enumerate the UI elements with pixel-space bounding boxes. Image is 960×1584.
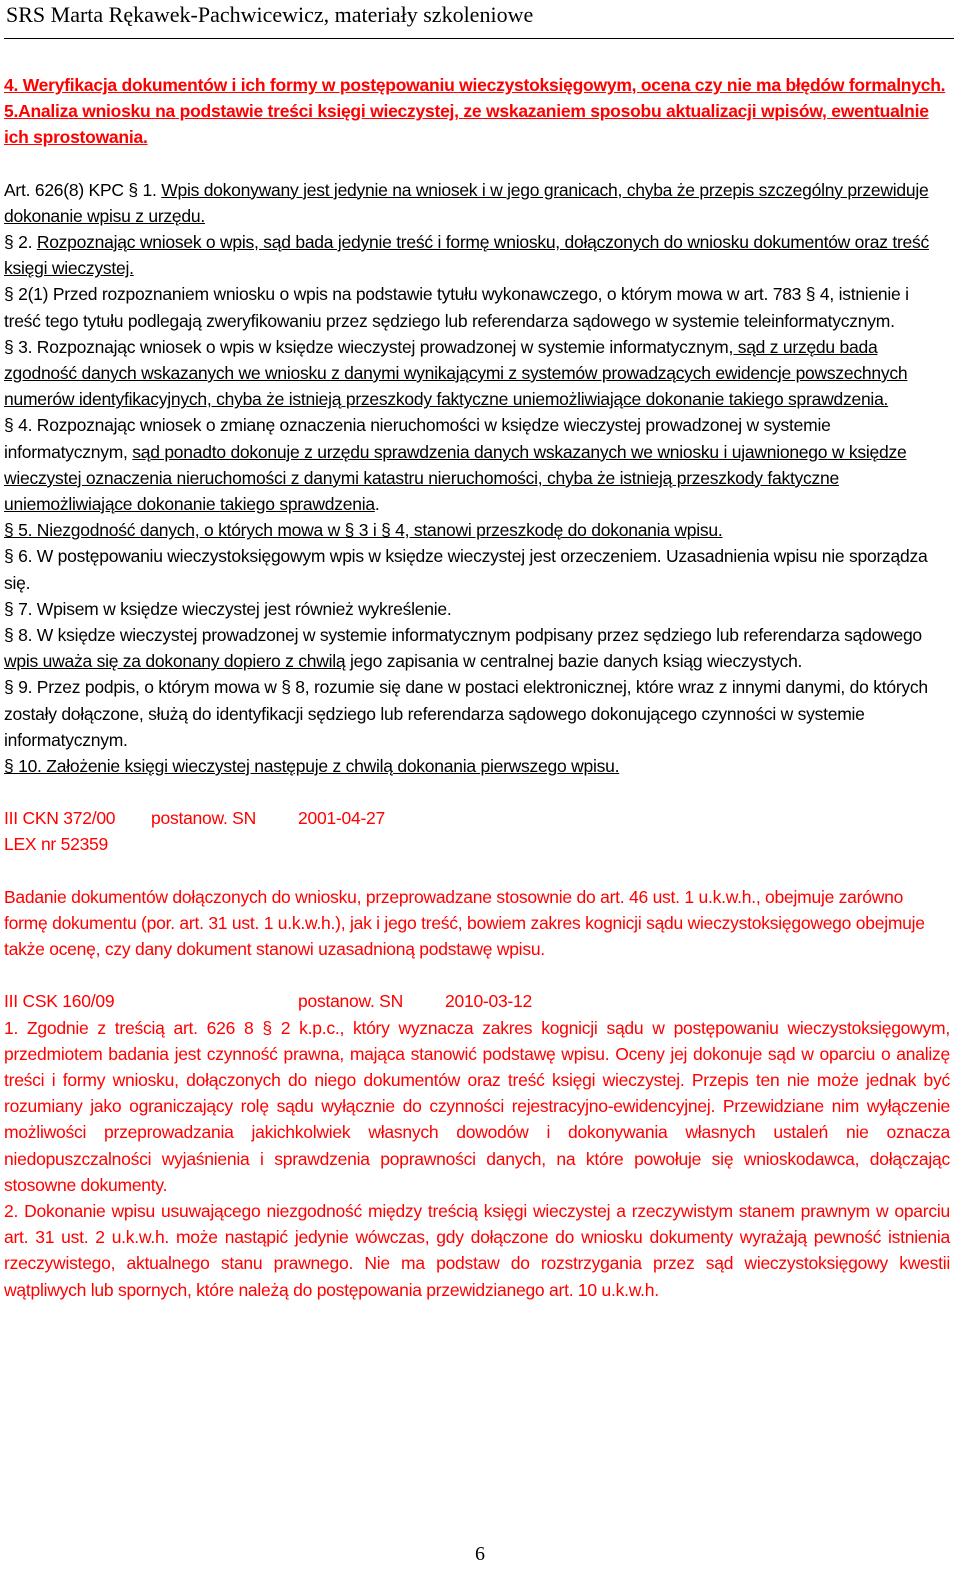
ruling-2-citation — [4, 988, 950, 1014]
article-paragraph-6: § 6. W postępowaniu wieczystoksięgowym wpis w księdze wieczystej jest orzeczeniem. Uzasadnienia wpisu nie sporządza się. — [4, 546, 928, 593]
article-paragraph-2-1: § 2(1) Przed rozpoznaniem wniosku o wpis na podstawie tytułu wykonawczego, o którym mowa w art. 783 § 4, istnienie i treść tego tytułu podlegają zweryfikowaniu przez sędziego lub referendarza sądowego w systemie teleinformatycznym. — [4, 284, 909, 331]
article-paragraph-9: § 9. Przez podpis, o którym mowa w § 8, rozumie się dane w postaci elektronicznej, które wraz z innymi danymi, do których zostały dołączone, służą do identyfikacji sędziego lub referendarza sądowego dokonującego czynności w systemie informatycznym. — [4, 677, 928, 750]
spacer — [4, 858, 950, 884]
spacer — [4, 151, 950, 177]
ruling-1-date: 2001-04-27 — [298, 808, 386, 829]
ruling-1-signature: III CKN 372/00 — [4, 808, 116, 829]
article-paragraph-1: Art. 626(8) KPC § 1. Wpis dokonywany jest jedynie na wniosek i w jego granicach, chyba że przepis szczególny przewiduje dokonanie wpisu z urzędu. — [4, 179, 929, 226]
article-paragraph-3: § 3. Rozpoznając wniosek o wpis w księdze wieczystej prowadzonej w systemie informatycznym, sąd z urzędu bada zgodność danych wskazanych we wniosku z danymi wynikającymi z systemów prowadzących ewidencje powszechnych numerów identyfikacyjnych, chyba że istnieją przeszkody faktyczne uniemożliwiające dokonanie takiego sprawdzenia. — [4, 336, 908, 410]
ruling-2-thesis-1: 1. Zgodnie z treścią art. 626 8 § 2 k.p.c., który wyznacza zakres kognicji sądu w postępowaniu wieczystoksięgowym, przedmiotem badania jest czynność prawna, mająca stanowić podstawę wpisu. Oceny jej dokonuje sąd w oparciu o analizę treści i formy wniosku, dołączonych do niego dokumentów oraz treść księgi wieczystej. Przepis ten nie może jednak być rozumiany jako ograniczający rolę sądu wyłącznie do czynności rejestracyjno-ewidencyjnej. Przewidziane nim wyłączenie możliwości przeprowadzania jakichkolwiek własnych dowodów i dokonywania własnych ustaleń nie oznacza niedopuszczalności wyjaśnienia i sprawdzenia poprawności danych, na które powołuje się wnioskodawca, dołączając stosowne dokumenty. — [4, 1017, 950, 1195]
article-paragraph-4: § 4. Rozpoznając wniosek o zmianę oznaczenia nieruchomości w księdze wieczystej prowadzonej w systemie informatycznym, sąd ponadto dokonuje z urzędu sprawdzenia danych wskazanych we wniosku i ujawnionego w księdze wieczystej oznaczenia nieruchomości z danymi katastru nieruchomości, chyba że istnieją przeszkody faktyczne uniemożliwiające dokonanie takiego sprawdzenia. — [4, 415, 907, 515]
spacer — [4, 962, 950, 988]
header-divider — [4, 38, 954, 39]
article-paragraph-8: § 8. W księdze wieczystej prowadzonej w systemie informatycznym podpisany przez sędziego lub referendarza sądowego wpis uważa się za dokonany dopiero z chwilą jego zapisania w centralnej bazie danych ksiąg wieczystych. — [4, 625, 922, 672]
topic-5: 5.Analiza wniosku na podstawie treści księgi wieczystej, ze wskazaniem sposobu aktualizacji wpisów, ewentualnie ich sprostowania. — [4, 101, 929, 148]
ruling-2-type: postanow. SN — [298, 991, 403, 1012]
ruling-2-date: 2010-03-12 — [445, 991, 533, 1012]
spacer — [4, 779, 950, 805]
ruling-1-text: Badanie dokumentów dołączonych do wniosku, przeprowadzane stosownie do art. 46 ust. 1 u.k.w.h., obejmuje zarówno formę dokumentu (por. art. 31 ust. 1 u.k.w.h.), jak i jego treść, bowiem zakres kognicji sądu wieczystoksięgowego obejmuje także ocenę, czy dany dokument stanowi uzasadnioną podstawę wpisu. — [4, 886, 925, 960]
document-body — [4, 72, 950, 1303]
page-header-title: SRS Marta Rękawek-Pachwicewicz, materiały szkoleniowe — [6, 2, 534, 27]
ruling-1-lex: LEX nr 52359 — [4, 834, 109, 855]
article-paragraph-7: § 7. Wpisem w księdze wieczystej jest również wykreślenie. — [4, 598, 452, 619]
ruling-1-type: postanow. SN — [151, 808, 256, 829]
topic-4: 4. Weryfikacja dokumentów i ich formy w postępowaniu wieczystoksięgowym, ocena czy nie ma błędów formalnych. — [4, 75, 946, 95]
article-paragraph-10: § 10. Założenie księgi wieczystej następuje z chwilą dokonania pierwszego wpisu. — [4, 756, 620, 777]
article-paragraph-2: § 2. Rozpoznając wniosek o wpis, sąd bada jedynie treść i formę wniosku, dołączonych do wniosku dokumentów oraz treść księgi wieczystej. — [4, 232, 929, 279]
article-paragraph-5: § 5. Niezgodność danych, o których mowa w § 3 i § 4, stanowi przeszkodę do dokonania wpisu. — [4, 520, 723, 541]
ruling-2-thesis-2: 2. Dokonanie wpisu usuwającego niezgodność między treścią księgi wieczystej a rzeczywistym stanem prawnym w oparciu art. 31 ust. 2 u.k.w.h. może nastąpić jedynie wówczas, gdy dołączone do wniosku dokumenty wyrażają pewność istnienia rzeczywistego, aktualnego stanu prawnego. Nie ma podstaw do rozstrzygania przez sąd wieczystoksięgowy kwestii wątpliwych lub spornych, które należą do postępowania przewidzianego art. 10 u.k.w.h. — [4, 1200, 950, 1300]
page-number: 6 — [475, 1543, 485, 1565]
ruling-2-signature: III CSK 160/09 — [4, 991, 115, 1012]
ruling-1-citation — [4, 805, 950, 831]
